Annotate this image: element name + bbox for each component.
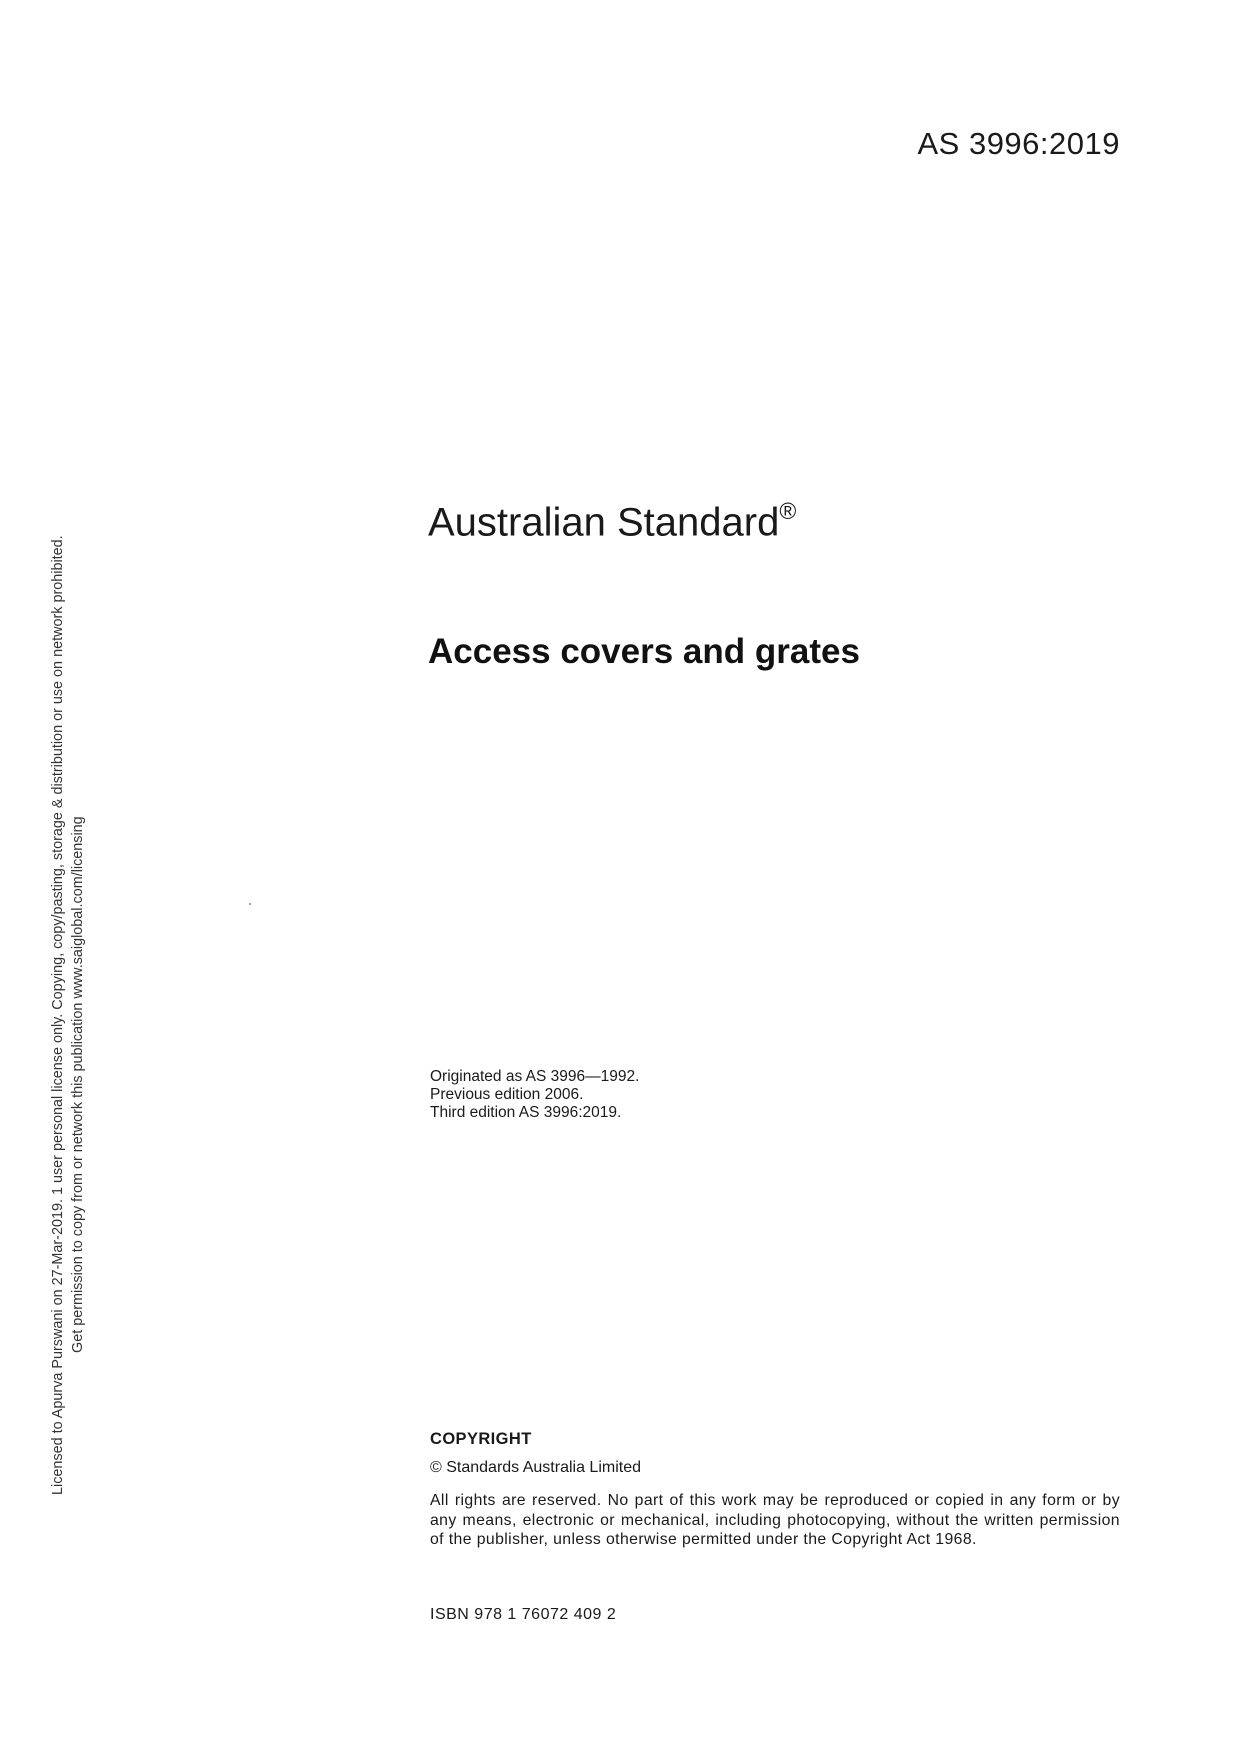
license-notice-line-1: Licensed to Apurva Purswani on 27-Mar-2019. 1 user personal license only. Copying, copy/pasting, storage & distribution or use on network prohibited. xyxy=(50,535,66,1495)
copyright-heading: COPYRIGHT xyxy=(430,1430,532,1448)
copyright-owner: © Standards Australia Limited xyxy=(430,1459,642,1476)
isbn: ISBN 978 1 76072 409 2 xyxy=(430,1606,617,1623)
standard-number: AS 3996:2019 xyxy=(917,126,1120,161)
history-line: Previous edition 2006. xyxy=(430,1086,584,1103)
license-notice xyxy=(48,495,88,1495)
document-title: Access covers and grates xyxy=(428,632,860,671)
license-notice-line-2: Get permission to copy from or network this publication www.saiglobal.com/licensing xyxy=(70,816,86,1353)
copyright-statement: All rights are reserved. No part of this work may be reproduced or copied in any form or by any means, electronic or mechanical, including photocopying, without the written permission of the publisher, unless otherwise permitted under the Copyright Act 1968. xyxy=(430,1492,1120,1548)
copyright-section xyxy=(430,1430,1120,1550)
registered-mark: ® xyxy=(779,498,797,524)
edition-history xyxy=(430,1068,639,1122)
series-title xyxy=(428,500,796,545)
scan-speck xyxy=(249,903,251,905)
series-title-text: Australian Standard xyxy=(428,500,780,545)
history-line: Third edition AS 3996:2019. xyxy=(430,1104,622,1121)
history-line: Originated as AS 3996—1992. xyxy=(430,1068,640,1085)
